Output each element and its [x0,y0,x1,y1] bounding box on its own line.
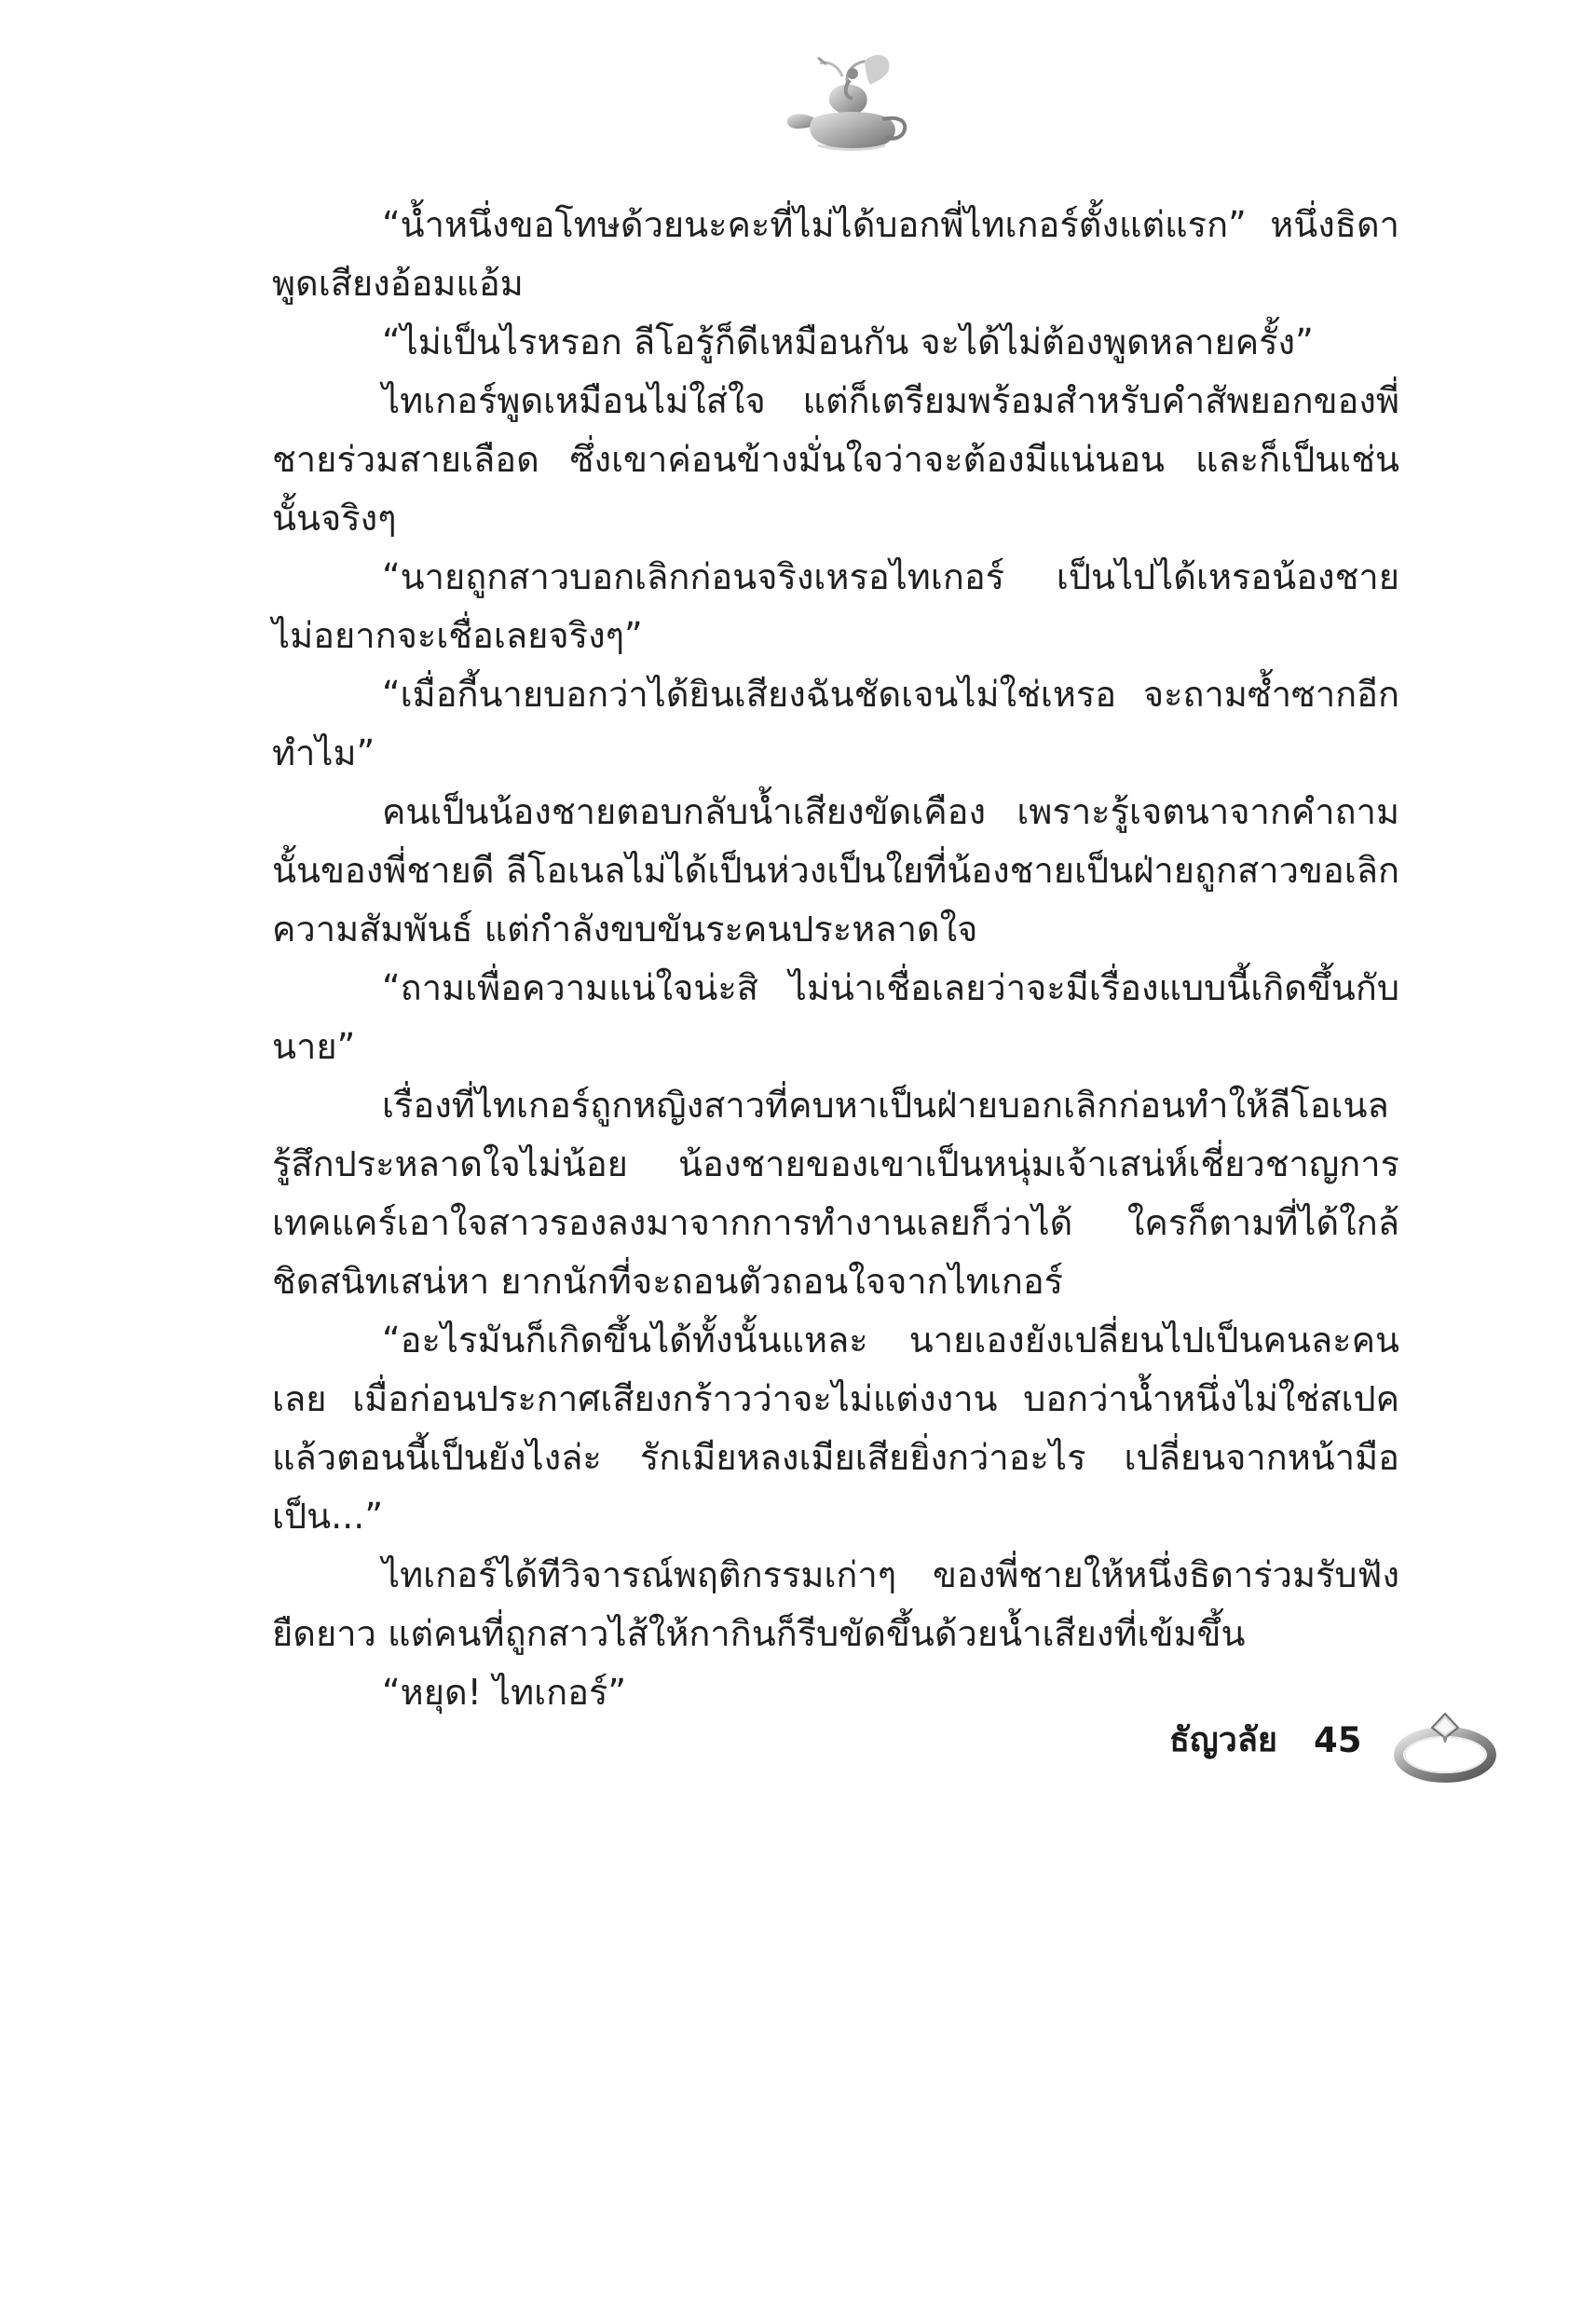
paragraph: “เมื่อกี้นายบอกว่าได้ยินเสียงฉันชัดเจนไม่ใช่เหรอ จะถามซ้ำซากอีกทำไม” [272,674,1399,773]
author-name: ธัญวลัย [1169,1721,1278,1759]
paragraph: “ไม่เป็นไรหรอก ลีโอรู้ก็ดีเหมือนกัน จะได้ไม่ต้องพูดหลายครั้ง” [382,321,1314,362]
page-number: 45 [1314,1720,1362,1760]
paragraph: “นายถูกสาวบอกเลิกก่อนจริงเหรอไทเกอร์ เป็นไปได้เหรอน้องชาย ไม่อยากจะเชื่อเลยจริงๆ” [272,556,1399,656]
paragraph: คนเป็นน้องชายตอบกลับน้ำเสียงขัดเคือง เพราะรู้เจตนาจากคำถามนั้นของพี่ชายดี ลีโอเนลไม่ได้เป็นห่วงเป็นใยที่น้องชายเป็นฝ่ายถูกสาวขอเลิกความสัมพันธ์ แต่กำลังขบขันระคนประหลาดใจ [272,791,1399,950]
body-text [272,196,1399,1713]
cupid-teapot-icon [771,48,921,153]
paragraph: เรื่องที่ไทเกอร์ถูกหญิงสาวที่คบหาเป็นฝ่ายบอกเลิกก่อนทำให้ลีโอเนลรู้สึกประหลาดใจไม่น้อย น้องชายของเขาเป็นหนุ่มเจ้าเสน่ห์เชี่ยวชาญการเทคแคร์เอาใจสาวรองลงมาจากการทำงานเลยก็ว่าได้ ใครก็ตามที่ได้ใกล้ชิดสนิทเสน่หา ยากนักที่จะถอนตัวถอนใจจากไทเกอร์ [272,1085,1399,1302]
paragraph: “ถามเพื่อความแน่ใจน่ะสิ ไม่น่าเชื่อเลยว่าจะมีเรื่องแบบนี้เกิดขึ้นกับนาย” [272,967,1399,1067]
page-footer [1169,1701,1505,1803]
paragraph: “อะไรมันก็เกิดขึ้นได้ทั้งนั้นแหละ นายเองยังเปลี่ยนไปเป็นคนละคนเลย เมื่อก่อนประกาศเสียงกร้าวว่าจะไม่แต่งงาน บอกว่าน้ำหนึ่งไม่ใช่สเปค แล้วตอนนี้เป็นยังไงล่ะ รักเมียหลงเมียเสียยิ่งกว่าอะไร เปลี่ยนจากหน้ามือเป็น...” [272,1320,1399,1537]
paragraph: “น้ำหนึ่งขอโทษด้วยนะคะที่ไม่ได้บอกพี่ไทเกอร์ตั้งแต่แรก” หนึ่งธิดาพูดเสียงอ้อมแอ้ม [272,204,1399,304]
paragraph: “หยุด! ไทเกอร์” [382,1672,627,1713]
diamond-ring-icon [1390,1701,1500,1786]
paragraph: ไทเกอร์ได้ทีวิจารณ์พฤติกรรมเก่าๆ ของพี่ชายให้หนึ่งธิดาร่วมรับฟังยืดยาว แต่คนที่ถูกสาวไส้ให้กากินก็รีบขัดขึ้นด้วยน้ำเสียงที่เข้มขึ้น [272,1554,1399,1654]
paragraph: ไทเกอร์พูดเหมือนไม่ใส่ใจ แต่ก็เตรียมพร้อมสำหรับคำสัพยอกของพี่ชายร่วมสายเลือด ซึ่งเขาค่อนข้างมั่นใจว่าจะต้องมีแน่นอน และก็เป็นเช่นนั้นจริงๆ [272,380,1399,539]
